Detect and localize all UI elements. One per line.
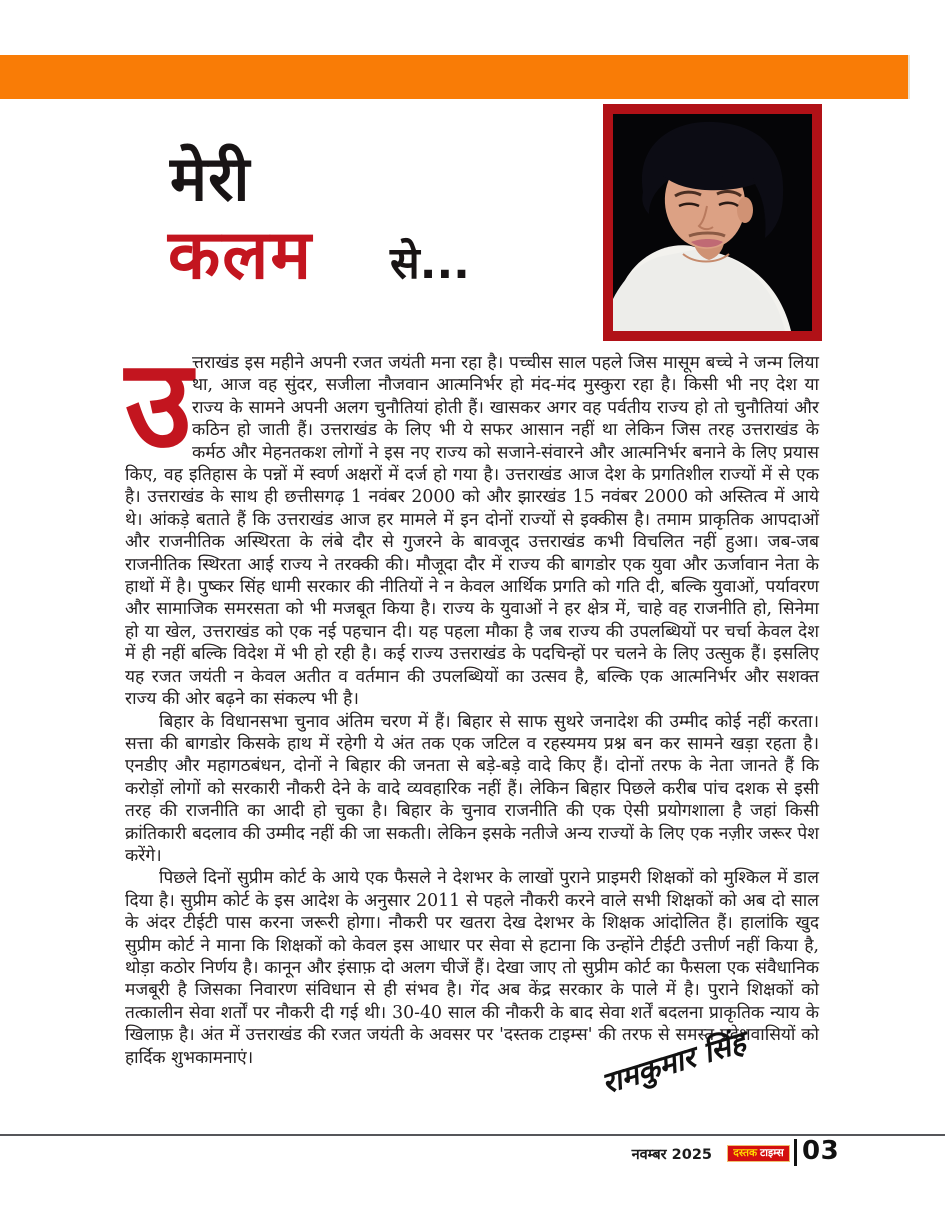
paragraph-1-text: त्तराखंड इस महीने अपनी रजत जयंती मना रहा है। पच्चीस साल पहले जिस मासूम बच्चे ने जन्म लिया था, आज वह सुंदर, सजीला नौजवान आत्मनिर्भर हो मंद-मंद मुस्कुरा रहा है। किसी भी नए देश या राज्य के सामने अपनी अलग चुनौतियां होती हैं। खासकर अगर वह पर्वतीय राज्य हो तो चुनौतियां और कठिन हो जाती हैं। उत्तराखंड के लिए भी ये सफर आसान नहीं था लेकिन जिस तरह उत्तराखंड के कर्मठ और मेहनतकश लोगों ने इस नए राज्य को सजाने-संवारने और आत्मनिर्भर बनाने के लिए प्रयास किए, वह इतिहास के पन्नों में स्वर्ण अक्षरों में दर्ज हो गया है। उत्तराखंड आज देश के प्रगतिशील राज्यों में से एक है। उत्तराखंड के साथ ही छत्तीसगढ़ 1 नवंबर 2000 को और झारखंड 15 नवंबर 2000 को अस्तित्व में आये थे। आंकड़े बताते हैं कि उत्तराखंड आज हर मामले में इन दोनों राज्यों से इक्कीस है। तमाम प्राकृतिक आपदाओं और राजनीतिक अस्थिरता के लंबे दौर से गुजरने के बावजूद उत्तराखंड कभी विचलित नहीं हुआ। जब-जब राजनीतिक स्थिरता आई राज्य ने तरक्की की। मौजूदा दौर में राज्य की बागडोर एक युवा और ऊर्जावान नेता के हाथों में है। पुष्कर सिंह धामी सरकार की नीतियों ने न केवल आर्थिक प्रगति को गति दी, बल्कि युवाओं, पर्यावरण और सामाजिक समरसता को भी मजबूत किया है। राज्य के युवाओं ने हर क्षेत्र में, चाहे वह राजनीति हो, सिनेमा हो या खेल, उत्तराखंड को एक नई पहचान दी। यह पहला मौका है जब राज्य की उपलब्धियों पर चर्चा केवल देश में ही नहीं बल्कि विदेश में भी हो रही है। कई राज्य उत्तराखंड के पदचिन्हों पर चलने के लिए उत्सुक हैं। इसलिए यह रजत जयंती न केवल अतीत व वर्तमान की उपलब्धियों का उत्सव है, बल्कि एक आत्मनिर्भर और सशक्त राज्य की ओर बढ़ने का संकल्प भी है। [125, 353, 819, 710]
masthead-title-suffix: से... [390, 238, 470, 289]
author-signature: रामकुमार सिंह [597, 1024, 750, 1101]
magazine-logo [727, 1145, 790, 1162]
article-paragraph-1 [125, 333, 819, 711]
footer-vertical-bar [794, 1139, 797, 1166]
footer-issue-date: नवम्बर 2025 [631, 1147, 712, 1163]
author-photo-frame [603, 104, 822, 341]
article-body [125, 333, 819, 1069]
article-paragraph-2: बिहार के विधानसभा चुनाव अंतिम चरण में हैं। बिहार से साफ सुथरे जनादेश की उम्मीद कोई नहीं करता। सत्ता की बागडोर किसके हाथ में रहेगी ये अंत तक एक जटिल व रहस्यमय प्रश्न बन कर सामने खड़ा रहता है। एनडीए और महागठबंधन, दोनों ने बिहार की जनता से बड़े-बड़े वादे किए हैं। दोनों तरफ के नेता जानते हैं कि करोड़ों लोगों को सरकारी नौकरी देने के वादे व्यवहारिक नहीं हैं। लेकिन बिहार पिछले करीब पांच दशक से इसी तरह की राजनीति का आदी हो चुका है। बिहार के चुनाव राजनीति की एक ऐसी प्रयोगशाला है जहां किसी क्रांतिकारी बदलाव की उम्मीद नहीं की जा सकती। लेकिन इसके नतीजे अन्य राज्यों के लिए एक नज़ीर जरूर पेश करेंगे। [125, 711, 819, 866]
magazine-logo-word2: टाइम्स [760, 1147, 784, 1160]
page-number: 03 [802, 1136, 840, 1166]
top-accent-bar [0, 55, 910, 99]
article-paragraph-3: पिछले दिनों सुप्रीम कोर्ट के आये एक फैसले ने देशभर के लाखों पुराने प्राइमरी शिक्षकों को मुश्किल में डाल दिया है। सुप्रीम कोर्ट के इस आदेश के अनुसार 2011 से पहले नौकरी करने वाले सभी शिक्षकों को अब दो साल के अंदर टीईटी पास करना जरूरी होगा। नौकरी पर खतरा देख देशभर के शिक्षक आंदोलित हैं। हालांकि खुद सुप्रीम कोर्ट ने माना कि शिक्षकों को केवल इस आधार पर सेवा से हटाना कि उन्होंने टीईटी उत्तीर्ण नहीं किया है, थोड़ा कठोर निर्णय है। कानून और इंसाफ़ दो अलग चीजें हैं। देखा जाए तो सुप्रीम कोर्ट का फैसला एक संवैधानिक मजबूरी है जिसका निवारण संविधान से ही संभव है। गेंद अब केंद्र सरकार के पाले में है। पुराने शिक्षकों को तत्कालीन सेवा शर्तों पर नौकरी दी गई थी। 30-40 साल की नौकरी के बाद सेवा शर्तें बदलना प्राकृतिक न्याय के खिलाफ़ है। अंत में उत्तराखंड की रजत जयंती के अवसर पर 'दस्तक टाइम्स' की तरफ से समस्त प्रदेशवासियों को हार्दिक शुभकामनाएं। [125, 868, 819, 1068]
masthead-title-line1: मेरी [170, 142, 251, 215]
magazine-logo-word1: दस्तक [733, 1147, 758, 1160]
drop-cap: उ [125, 333, 192, 475]
masthead-title-line2: कलम [168, 216, 313, 295]
author-photo [613, 114, 812, 331]
